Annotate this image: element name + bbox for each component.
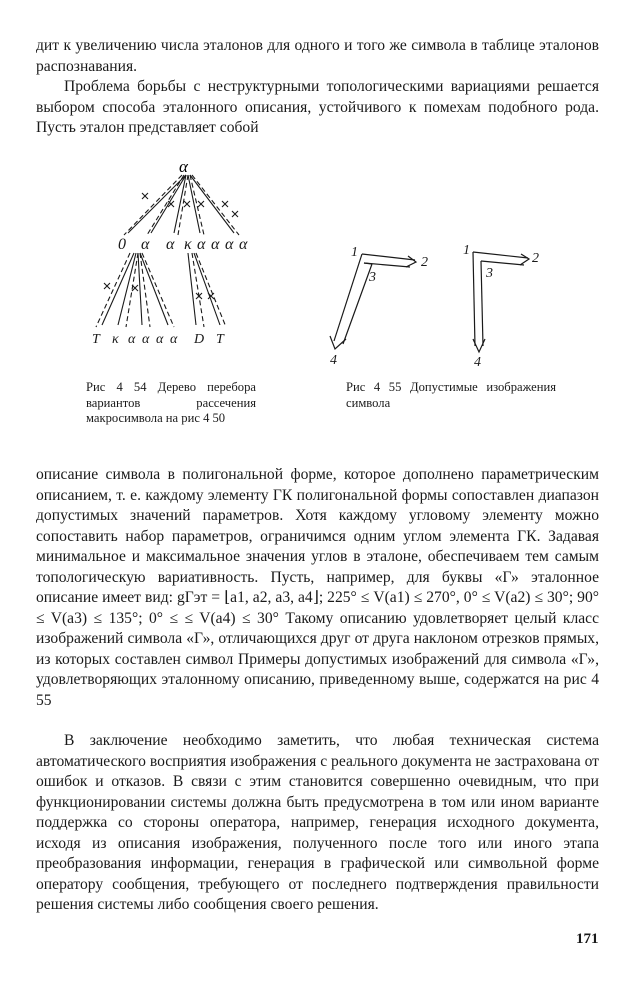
tree-level2-label: T (216, 332, 224, 347)
tree-level1-label: κ (184, 236, 192, 253)
vertex-label: 2 (421, 255, 428, 270)
vertex-label: 4 (330, 353, 337, 368)
tree-level2-label: α (170, 332, 178, 347)
tree-level2-label: α (156, 332, 164, 347)
tree-level2-label: D (194, 332, 205, 347)
vertex-label: 2 (532, 251, 539, 266)
paragraph-continued: дит к увеличению числа эталонов для одного и того же символа в таблице эталонов распознавания. (36, 37, 599, 75)
tree-level1-label: α (166, 236, 175, 253)
tree-edges-level2 (96, 253, 226, 327)
vertex-label: 1 (463, 243, 470, 258)
tree-level2-label: κ (112, 332, 119, 347)
tree-level2-label: T (92, 332, 100, 347)
figure-4-54-caption: Рис 4 54 Дерево перебора вариантов рассечения макросимвола на рис 4 50 (86, 380, 256, 425)
tree-level1-label: α (197, 236, 206, 253)
vertex-label: 3 (369, 270, 376, 285)
vertex-label: 3 (486, 266, 493, 281)
tree-level2-label: α (128, 332, 136, 347)
paragraph-conclusion: В заключение необходимо заметить, что любая техническая система автоматического восприятия изображения с реального документа не застрахована от ошибок и отказов. В связи с этим становится совершенно очевидным, что при функционировании системы должна быть предусмотрена в том или ином варианте поддержка со стороны оператора, например, генерация исходного документа, исходя из описания изображения, полученного после того или иного этапа преобразования информации, генерация в графической или символьной форме оператору сообщения, требующего от последнего подтверждения правильности решения системы либо сообщения своего решения. (36, 732, 599, 913)
tree-level1-label: α (239, 236, 248, 253)
tree-level1-label: α (141, 236, 150, 253)
tree-level1-label: α (225, 236, 234, 253)
tree-level2-label: α (142, 332, 150, 347)
figure-4-55-symbol-images (318, 236, 558, 376)
paragraph-topological-variations: Проблема борьбы с неструктурными топологическими вариациями решается выбором способа эталонного описания, устойчивого к помехам подобного рода. Пусть эталон представляет собой (36, 78, 599, 136)
figure-4-54-search-tree (84, 155, 284, 360)
tree-root-label: α (179, 157, 188, 176)
symbol-g-slanted (330, 254, 416, 349)
page-number: 171 (576, 931, 599, 947)
symbol-g-upright (473, 252, 529, 352)
vertex-label: 1 (351, 245, 358, 260)
paragraph-polygonal-description: описание символа в полигональной форме, которое дополнено параметрическим описанием, т. е. каждому элементу ГК полигональной формы сопоставлен диапазон допустимых значений параметров. Хотя каждому угловому элементу можно сопоставить набор параметров, ограничимся одним углом элемента ГК. Задавая минимальное и максимальное значения углов в эталоне, обеспечиваем тем самым топологическую вариативность. Пусть, например, для буквы «Г» эталонное описание имеет вид: gГэт = ⌊a1, a2, a3, a4⌋; 225° ≤ V(a1) ≤ 270°, 0° ≤ V(a2) ≤ 30°; 90° ≤ V(a3) ≤ 135°; 0° ≤ ≤ V(a4) ≤ 30° Такому описанию удовлетворяет целый класс изображений символа «Г», отличающихся друг от друга наклоном отрезков прямых, из которых составлен символ Примеры допустимых изображений для символа «Г», удовлетворяющих эталонному описанию, приведенному выше, содержатся на рис 4 55 (36, 466, 599, 709)
tree-level1-label: 0 (118, 236, 126, 253)
vertex-label: 4 (474, 355, 481, 370)
figure-4-55-caption: Рис 4 55 Допустимые изображения символа (346, 380, 556, 410)
tree-edges-level1 (124, 175, 239, 235)
tree-level1-label: α (211, 236, 220, 253)
